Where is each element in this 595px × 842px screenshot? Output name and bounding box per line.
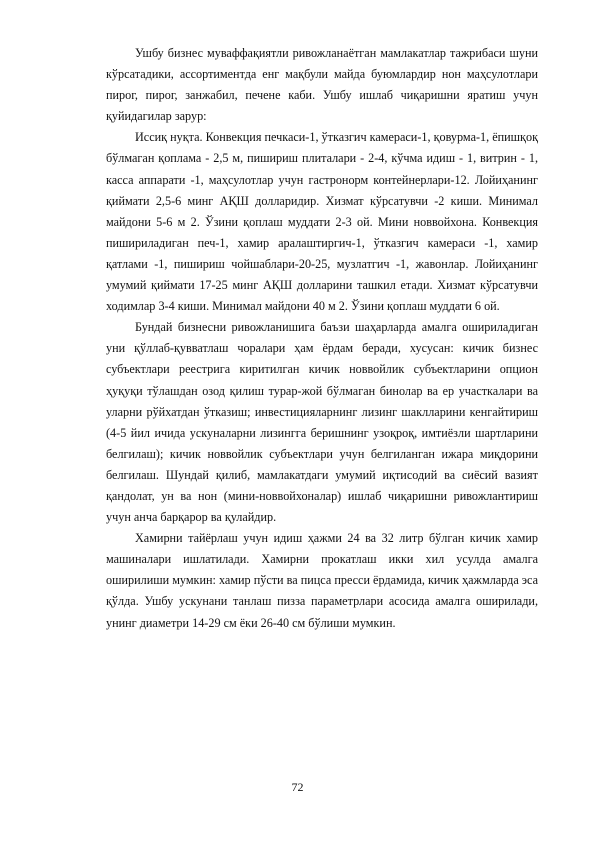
paragraph-4: Хамирни тайёрлаш учун идиш ҳажми 24 ва 32 литр бўлган кичик хамир машиналари ишлатилади. Хамирни прокатлаш икки хил усулда амалга оширилиши мумкин: хамир пўсти ва пицса пресси ёрдамида, кичик ҳажмларда эса қўлда. Ушбу ускунани танлаш пизза параметрлари асосида амалга оширилади, унинг диаметри 14-29 см ёки 26-40 см бўлиши мумкин.: [106, 531, 538, 630]
paragraph-2: Иссиқ нуқта. Конвекция печкаси-1, ўтказгич камераси-1, қовурма-1, ёпишқоқ бўлмаган қоплама - 2,5 м, пишириш плиталари - 2-4, кўчма идиш - 1, витрин - 1, касса аппарати -1, маҳсулотлар учун гастронорм контейнерлари-12. Лойиҳанинг қиймати 2,5-6 минг АҚШ долларидир. Хизмат кўрсатувчи -2 киши. Минимал майдони 5-6 м 2. Ўзини қоплаш муддати 2-3 ой. Мини новвойхона. Конвекция пишириладиган печ-1, хамир аралаштиргич-1, ўтказгич камераси -1, хамир қатлами -1, пишириш чойшаблари-20-25, музлатгич -1, жавонлар. Лойиҳанинг умумий қиймати 17-25 минг АҚШ долларини ташкил етади. Хизмат кўрсатувчи ходимлар 3-4 киши. Минимал майдони 40 м 2. Ўзини қоплаш муддати 6 ой.: [106, 130, 538, 314]
body-text: [106, 43, 538, 634]
paragraph-1: Ушбу бизнес муваффақиятли ривожланаётган мамлакатлар тажрибаси шуни кўрсатадики, ассортиментда енг мақбули майда буюмлардир нон маҳсулотлари пирог, пирог, занжабил, печене каби. Ушбу ишлаб чиқаришни яратиш учун қуйидагилар зарур:: [106, 46, 538, 124]
page-number: 72: [291, 780, 304, 794]
paragraph-3: Бундай бизнесни ривожланишига баъзи шаҳарларда амалга ошириладиган уни қўллаб-қувватлаш чоралари ҳам ёрдам беради, хусусан: кичик бизнес субъектлари реестрига киритилган кичик новвойлик субъектларини опцион ҳуқуқи тўлашдан озод қилиш турар-жой бўлмаган бинолар ва ер участкалари ва уларни рўйхатдан ўтказиш; инвестицияларнинг лизинг шаклларини кенгайтириш (4-5 йил ичида ускуналарни лизингга беришнинг узоқроқ, имтиёзли шартларини белгилаш); кичик новвойлик субъектлари учун белгиланган ижара миқдорини белгилаш. Шундай қилиб, мамлакатдаги умумий иқтисодий ва сиёсий вазият қандолат, ун ва нон (мини-новвойхоналар) ишлаб чиқаришни ривожлантириш учун анча барқарор ва қулайдир.: [106, 320, 538, 525]
